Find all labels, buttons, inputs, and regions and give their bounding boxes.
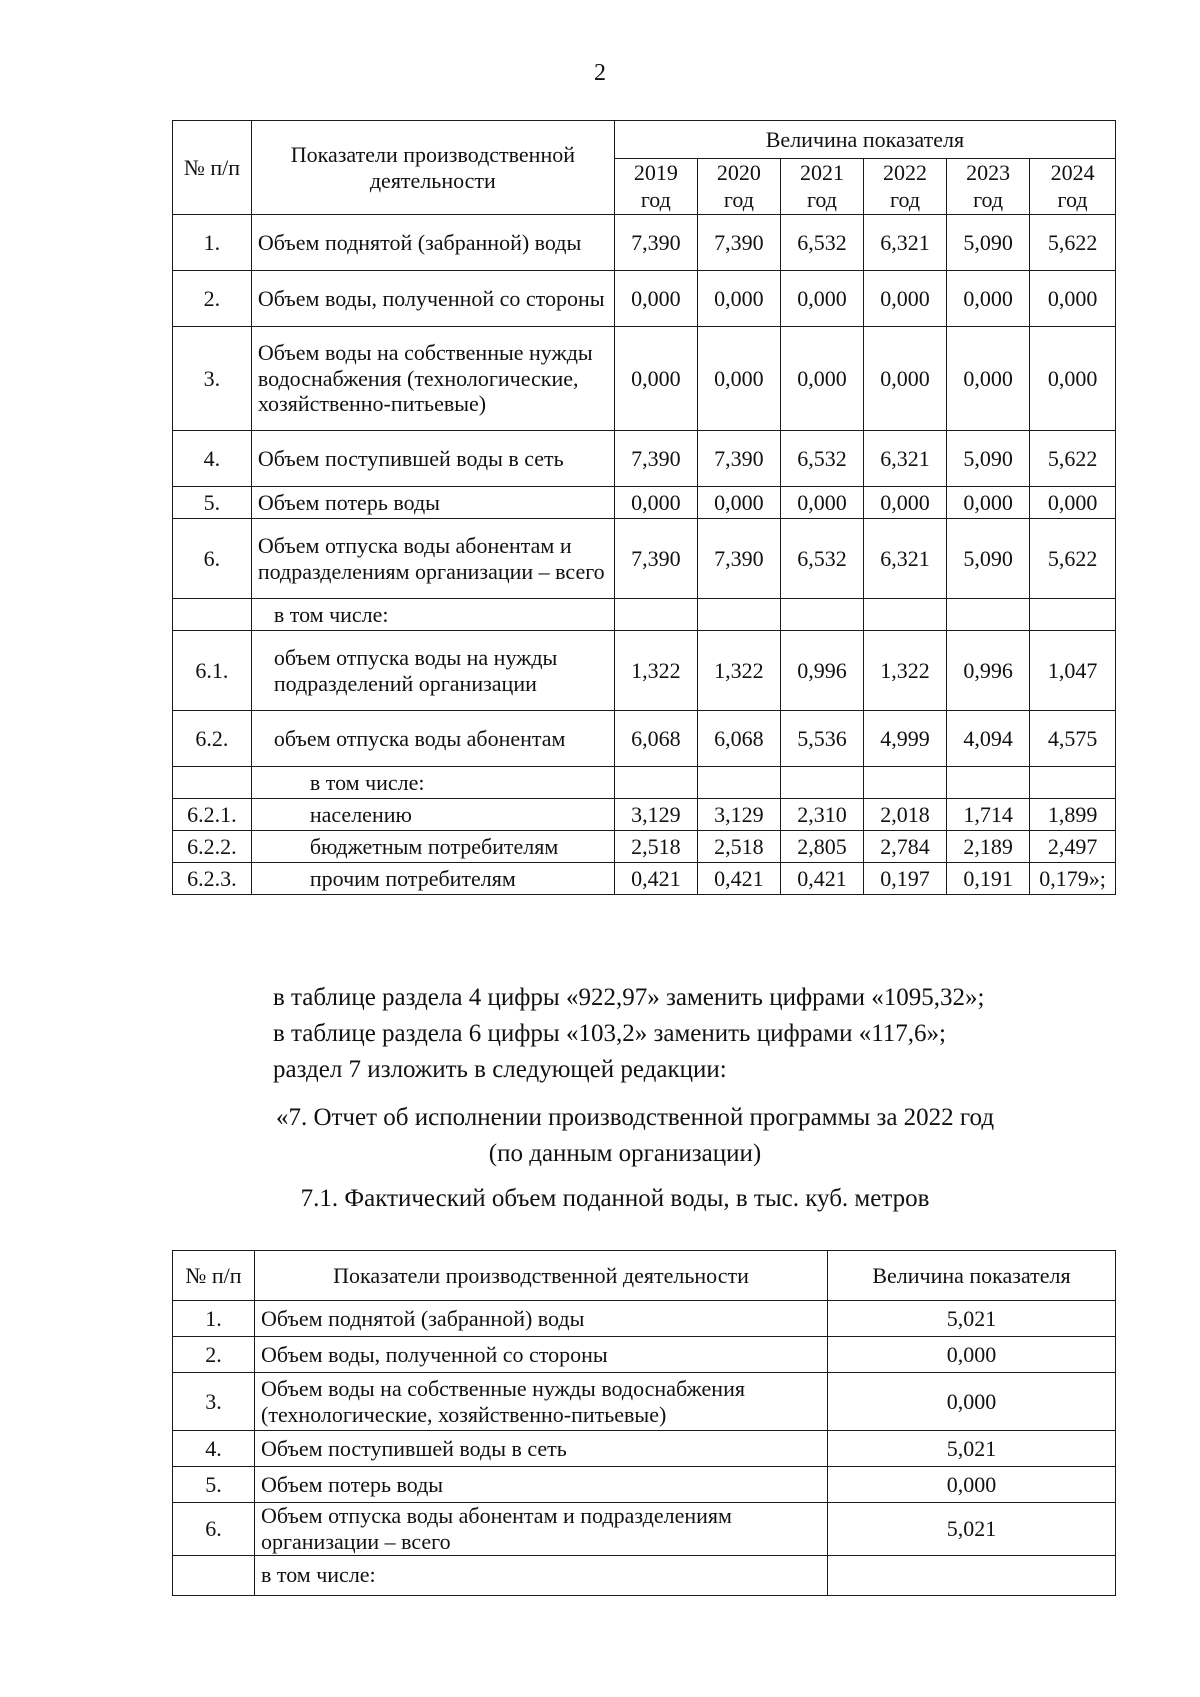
row-indicator: Объем отпуска воды абонентам и подразделениям организации – всего — [255, 1503, 828, 1556]
row-value: 0,000 — [614, 327, 697, 431]
row-value: 5,622 — [1030, 431, 1116, 487]
row-value: 5,090 — [947, 519, 1030, 599]
row-value: 0,000 — [1030, 271, 1116, 327]
row-value: 1,714 — [947, 799, 1030, 831]
row-indicator: объем отпуска воды на нужды подразделений организации — [251, 631, 614, 711]
row-value: 4,999 — [864, 711, 947, 767]
row-value — [780, 599, 863, 631]
table-row — [173, 767, 1116, 799]
row-value: 0,000 — [780, 327, 863, 431]
row-value: 0,000 — [864, 487, 947, 519]
row-value: 6,321 — [864, 519, 947, 599]
row-value — [697, 767, 780, 799]
row-indicator: Объем поступившей воды в сеть — [255, 1431, 828, 1467]
row-value: 1,322 — [697, 631, 780, 711]
row-value: 0,000 — [947, 327, 1030, 431]
row-value: 0,000 — [828, 1467, 1116, 1503]
col-header-value: Величина показателя — [828, 1251, 1116, 1301]
row-value: 1,322 — [614, 631, 697, 711]
row-value: 2,018 — [864, 799, 947, 831]
table-row — [173, 1555, 1116, 1595]
table-row — [173, 271, 1116, 327]
row-value — [1030, 767, 1116, 799]
row-value: 5,021 — [828, 1503, 1116, 1556]
row-value: 0,000 — [697, 271, 780, 327]
row-indicator: Объем поднятой (забранной) воды — [251, 215, 614, 271]
row-value: 7,390 — [697, 215, 780, 271]
row-indicator: Объем воды, полученной со стороны — [255, 1337, 828, 1373]
section-title — [0, 1100, 1200, 1172]
row-indicator: в том числе: — [251, 767, 614, 799]
row-value: 0,197 — [864, 863, 947, 895]
page-number: 2 — [594, 60, 606, 86]
row-value: 6,068 — [697, 711, 780, 767]
row-value: 0,000 — [780, 487, 863, 519]
row-value: 0,000 — [614, 271, 697, 327]
row-value — [864, 599, 947, 631]
table-row — [173, 1337, 1116, 1373]
row-value: 0,179»; — [1030, 863, 1116, 895]
row-value: 2,189 — [947, 831, 1030, 863]
table-row — [173, 1467, 1116, 1503]
row-value: 6,321 — [864, 215, 947, 271]
row-number: 5. — [173, 1467, 255, 1503]
row-value: 0,000 — [614, 487, 697, 519]
row-indicator: в том числе: — [251, 599, 614, 631]
row-value: 5,536 — [780, 711, 863, 767]
col-header-year: 2020 год — [697, 159, 780, 215]
table-row — [173, 519, 1116, 599]
amendment-line: в таблице раздела 4 цифры «922,97» заменить цифрами «1095,32»; — [273, 984, 985, 1011]
row-value: 0,000 — [697, 487, 780, 519]
row-value: 5,090 — [947, 215, 1030, 271]
col-header-year: 2021 год — [780, 159, 863, 215]
col-header-year: 2023 год — [947, 159, 1030, 215]
row-number: 6.2.1. — [173, 799, 252, 831]
row-value: 6,068 — [614, 711, 697, 767]
row-value: 6,532 — [780, 431, 863, 487]
row-indicator: в том числе: — [255, 1555, 828, 1595]
row-number: 2. — [173, 1337, 255, 1373]
table-row — [173, 327, 1116, 431]
row-value — [614, 599, 697, 631]
row-number: 4. — [173, 1431, 255, 1467]
table-row — [173, 631, 1116, 711]
row-value: 6,532 — [780, 519, 863, 599]
col-header-num: № п/п — [173, 121, 252, 215]
table-row — [173, 1431, 1116, 1467]
row-value: 4,094 — [947, 711, 1030, 767]
table-row — [173, 487, 1116, 519]
table-row — [173, 799, 1116, 831]
row-number: 3. — [173, 327, 252, 431]
row-value — [1030, 599, 1116, 631]
row-value: 0,000 — [780, 271, 863, 327]
row-value: 2,805 — [780, 831, 863, 863]
row-number: 1. — [173, 1301, 255, 1337]
row-value: 2,518 — [697, 831, 780, 863]
row-indicator: Объем воды на собственные нужды водоснабжения (технологические, хозяйственно-питьевые) — [251, 327, 614, 431]
table-row — [173, 1301, 1116, 1337]
col-header-year: 2022 год — [864, 159, 947, 215]
row-value: 0,000 — [1030, 487, 1116, 519]
row-value: 0,996 — [780, 631, 863, 711]
row-number: 6. — [173, 1503, 255, 1556]
row-value: 3,129 — [697, 799, 780, 831]
amendment-line: в таблице раздела 6 цифры «103,2» заменить цифрами «117,6»; — [273, 1020, 946, 1047]
table-row — [173, 431, 1116, 487]
row-value: 2,784 — [864, 831, 947, 863]
col-header-num: № п/п — [173, 1251, 255, 1301]
col-header-indicator: Показатели производственной деятельности — [255, 1251, 828, 1301]
row-indicator: Объем воды на собственные нужды водоснабжения (технологические, хозяйственно-питьевые) — [255, 1373, 828, 1431]
row-value: 7,390 — [614, 519, 697, 599]
row-value: 0,000 — [864, 327, 947, 431]
row-indicator: Объем поднятой (забранной) воды — [255, 1301, 828, 1337]
row-value: 7,390 — [697, 431, 780, 487]
row-indicator: Объем отпуска воды абонентам и подразделениям организации – всего — [251, 519, 614, 599]
row-value — [947, 599, 1030, 631]
row-value — [828, 1555, 1116, 1595]
row-number: 2. — [173, 271, 252, 327]
row-value: 6,321 — [864, 431, 947, 487]
row-value: 0,000 — [947, 271, 1030, 327]
row-value — [864, 767, 947, 799]
row-number — [173, 1555, 255, 1595]
row-number: 6.2.3. — [173, 863, 252, 895]
row-indicator: объем отпуска воды абонентам — [251, 711, 614, 767]
row-number: 6.2. — [173, 711, 252, 767]
row-indicator: прочим потребителям — [251, 863, 614, 895]
actual-water-volume-table — [172, 1250, 1116, 1596]
col-header-year: 2024 год — [1030, 159, 1116, 215]
row-value: 0,421 — [614, 863, 697, 895]
col-header-year: 2019 год — [614, 159, 697, 215]
row-indicator: Объем воды, полученной со стороны — [251, 271, 614, 327]
row-value: 0,000 — [828, 1337, 1116, 1373]
row-value: 5,622 — [1030, 215, 1116, 271]
row-number: 1. — [173, 215, 252, 271]
row-value: 0,191 — [947, 863, 1030, 895]
row-number: 3. — [173, 1373, 255, 1431]
row-value: 0,000 — [697, 327, 780, 431]
row-number: 4. — [173, 431, 252, 487]
col-header-indicator: Показатели производственной деятельности — [251, 121, 614, 215]
row-number: 6. — [173, 519, 252, 599]
row-indicator: Объем поступившей воды в сеть — [251, 431, 614, 487]
row-value: 3,129 — [614, 799, 697, 831]
row-value: 4,575 — [1030, 711, 1116, 767]
subsection-title: 7.1. Фактический объем поданной воды, в тыс. куб. метров — [300, 1185, 930, 1212]
col-header-value-group: Величина показателя — [614, 121, 1115, 159]
row-number: 6.1. — [173, 631, 252, 711]
row-value: 1,899 — [1030, 799, 1116, 831]
table-row — [173, 831, 1116, 863]
row-value: 0,000 — [828, 1373, 1116, 1431]
row-value: 6,532 — [780, 215, 863, 271]
row-value: 1,322 — [864, 631, 947, 711]
table-row — [173, 215, 1116, 271]
amendments-text — [273, 980, 1153, 1088]
row-value: 7,390 — [614, 215, 697, 271]
amendment-line: раздел 7 изложить в следующей редакции: — [273, 1056, 727, 1083]
row-number — [173, 767, 252, 799]
row-value: 5,021 — [828, 1431, 1116, 1467]
row-value: 0,000 — [864, 271, 947, 327]
row-value: 0,996 — [947, 631, 1030, 711]
row-value — [780, 767, 863, 799]
table-row — [173, 1503, 1116, 1556]
section-title-line2: (по данным организации) — [488, 1140, 762, 1167]
row-value: 5,622 — [1030, 519, 1116, 599]
row-number — [173, 599, 252, 631]
row-indicator: бюджетным потребителям — [251, 831, 614, 863]
row-value: 2,518 — [614, 831, 697, 863]
table-row — [173, 711, 1116, 767]
row-value: 2,310 — [780, 799, 863, 831]
row-indicator: Объем потерь воды — [251, 487, 614, 519]
row-value: 5,021 — [828, 1301, 1116, 1337]
row-value — [697, 599, 780, 631]
row-value — [614, 767, 697, 799]
production-indicators-table — [172, 120, 1116, 895]
row-value: 2,497 — [1030, 831, 1116, 863]
row-value: 5,090 — [947, 431, 1030, 487]
row-indicator: Объем потерь воды — [255, 1467, 828, 1503]
table-row — [173, 863, 1116, 895]
row-value: 7,390 — [614, 431, 697, 487]
table-row — [173, 1373, 1116, 1431]
row-number: 5. — [173, 487, 252, 519]
section-title-line1: «7. Отчет об исполнении производственной программы за 2022 год — [275, 1104, 995, 1131]
row-value: 0,421 — [780, 863, 863, 895]
row-value: 1,047 — [1030, 631, 1116, 711]
row-value: 0,000 — [1030, 327, 1116, 431]
row-number: 6.2.2. — [173, 831, 252, 863]
row-value: 7,390 — [697, 519, 780, 599]
row-value: 0,421 — [697, 863, 780, 895]
table-row — [173, 599, 1116, 631]
row-value — [947, 767, 1030, 799]
row-value: 0,000 — [947, 487, 1030, 519]
row-indicator: населению — [251, 799, 614, 831]
